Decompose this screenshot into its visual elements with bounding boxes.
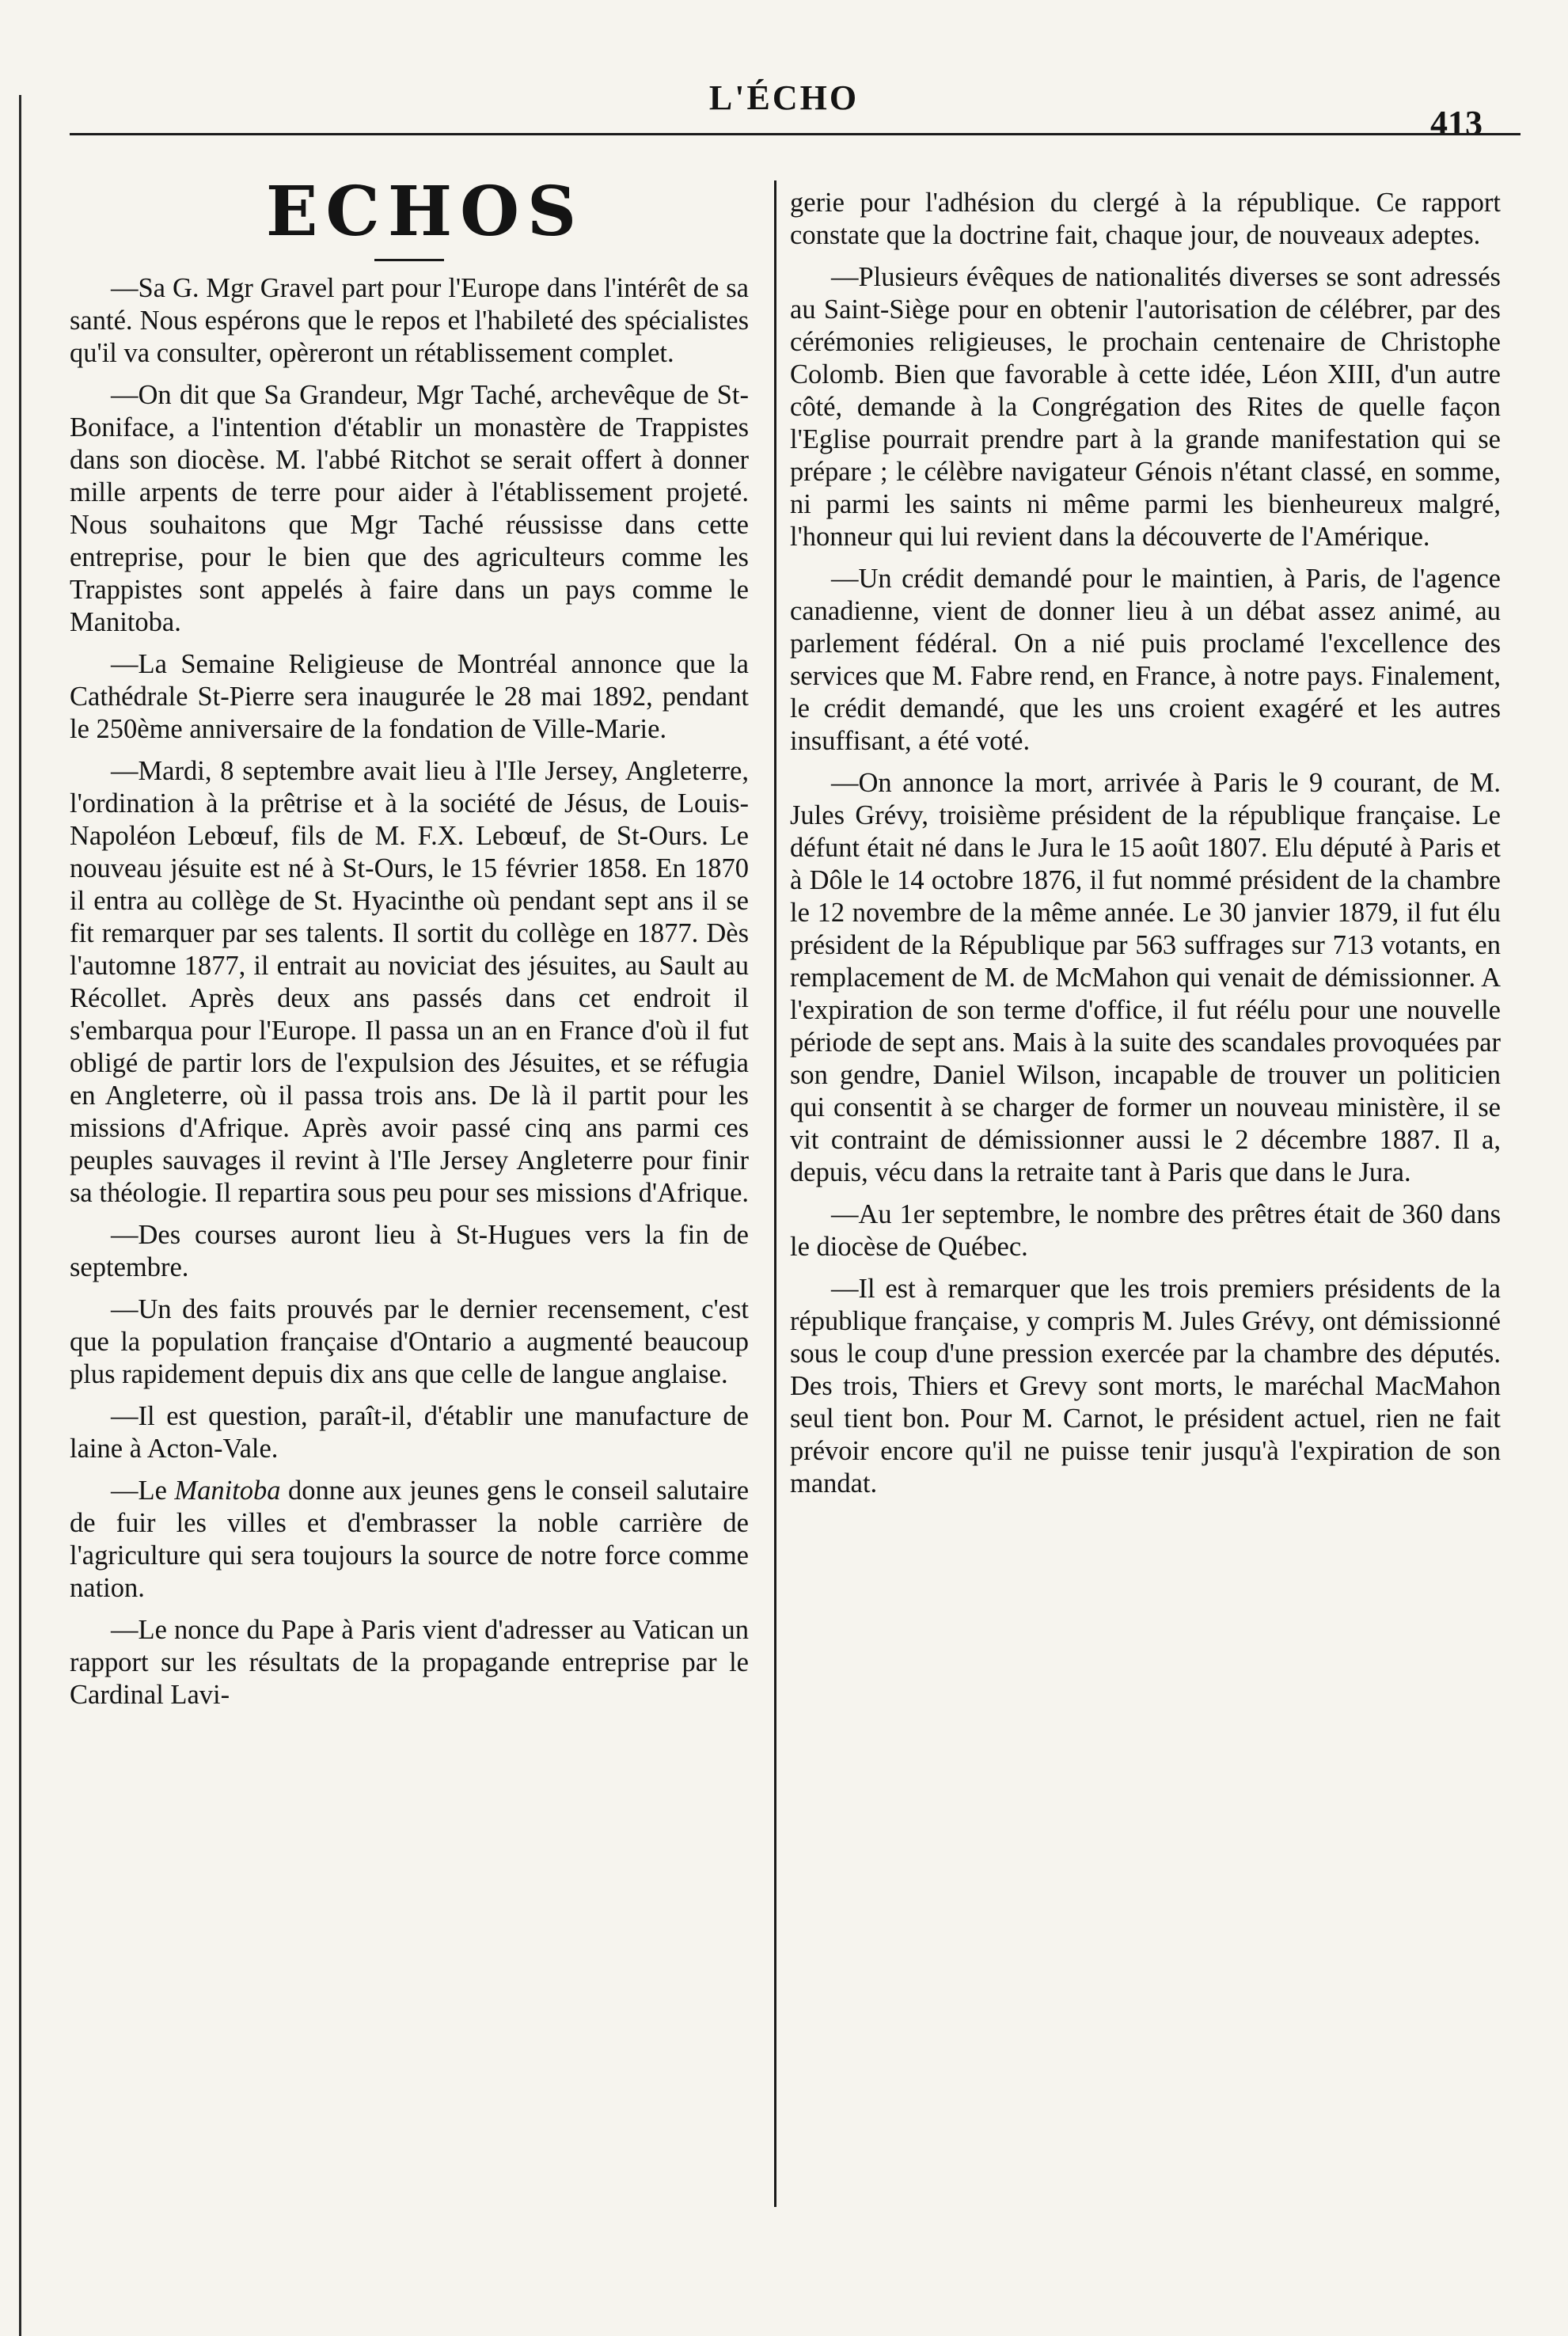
news-item-continued — [790, 187, 1501, 252]
item-dash: — — [111, 380, 139, 410]
news-item — [70, 1293, 749, 1391]
news-item — [70, 1219, 749, 1284]
running-head — [47, 63, 1521, 142]
section-title: ECHOS — [265, 172, 585, 252]
item-text: gerie pour l'adhésion du clergé à la république. Ce rapport constate que la doctrine fait, chaque jour, de nouveaux adeptes. — [790, 188, 1501, 250]
item-text: On dit que Sa Grandeur, Mgr Taché, archevêque de St-Boniface, a l'intention d'établir un monastère de Trappistes dans son diocèse. M. l'abbé Ritchot se serait offert à donner mille arpents de terre pour aider à l'établissement projeté. Nous souhaitons que Mgr Taché réussisse dans cette entreprise, pour le bien que des agriculteurs comme les Trappistes sont appelés à faire dans un pays comme le Manitoba. — [70, 380, 749, 637]
item-text: Un crédit demandé pour le maintien, à Paris, de l'agence canadienne, vient de donner lieu à un débat assez animé, au parlement fédéral. On a nié puis proclamé l'excellence des services que M. Fabre rend, en France, à notre pays. Finalement, le crédit demandé, que les uns croient exagéré et les autres insuffisant, a été voté. — [790, 564, 1501, 756]
item-text: On annonce la mort, arrivée à Paris le 9 courant, de M. Jules Grévy, troisième président de la république française. Le défunt était né dans le Jura le 15 août 1807. Elu député à Paris et à Dôle le 14 octobre 1876, il fut nommé président de la chambre le 12 novembre de la même année. Le 30 janvier 1879, il fut élu président de la République par 563 suffrages sur 713 votants, en remplacement de M. de McMahon qui venait de démissionner. A l'expiration de son terme d'office, il fut réélu pour une nouvelle période de sept ans. Mais à la suite des scandales provoquées par son gendre, Daniel Wilson, incapable de trouver un politicien qui consentit à se charger de former un nouveau ministère, il se vit contraint de démissionner aussi le 2 décembre 1887. Il a, depuis, vécu dans la retraite tant à Paris que dans le Jura. — [790, 768, 1501, 1187]
item-dash: — — [111, 1294, 139, 1324]
item-text-prefix: Le — [138, 1476, 175, 1506]
page-number: 413 — [1430, 104, 1483, 142]
item-text: La Semaine Religieuse de Montréal annonce que la Cathédrale St-Pierre sera inaugurée le 28 mai 1892, pendant le 250ème anniversaire de la fondation de Ville-Marie. — [70, 649, 749, 744]
item-dash: — — [111, 1220, 139, 1250]
header-rule — [70, 133, 1521, 135]
news-item — [790, 563, 1501, 758]
news-item — [790, 1273, 1501, 1500]
news-item — [70, 1400, 749, 1465]
right-column — [790, 187, 1501, 1510]
item-text: Un des faits prouvés par le dernier recensement, c'est que la population française d'Ontario a augmenté beaucoup plus rapidement depuis dix ans que celle de langue anglaise. — [70, 1294, 749, 1389]
left-column — [70, 172, 750, 1721]
item-text: Plusieurs évêques de nationalités diverses se sont adressés au Saint-Siège pour en obtenir l'autorisation de célébrer, par des cérémonies religieuses, le prochain centenaire de Christophe Colomb. Bien que favorable à cette idée, Léon XIII, d'un autre côté, demande à la Congrégation des Rites de quelle façon l'Eglise pourrait prendre part à la grande manifestation qui se prépare ; le célèbre navigateur Génois n'étant classé, en somme, ni parmi les saints ni même parmi les bienheureux malgré, l'honneur qui lui revient dans la découverte de l'Amérique. — [790, 262, 1501, 552]
item-dash: — — [111, 649, 139, 679]
news-item — [790, 1198, 1501, 1263]
news-item — [70, 1614, 749, 1711]
item-dash: — — [831, 1274, 859, 1304]
page-margin-rule — [19, 95, 21, 2336]
item-dash: — — [831, 768, 859, 798]
news-item — [70, 755, 749, 1210]
item-dash: — — [831, 262, 859, 292]
item-text: Mardi, 8 septembre avait lieu à l'Ile Jersey, Angleterre, l'ordination à la prêtrise et à la société de Jésus, de Louis-Napoléon Lebœuf, fils de M. F.X. Lebœuf, de St-Ours. Le nouveau jésuite est né à St-Ours, le 15 février 1858. En 1870 il entra au collège de St. Hyacinthe où pendant sept ans il se fit remarquer par ses talents. Il sortit du collège en 1877. Dès l'automne 1877, il entrait au noviciat des jésuites, au Sault au Récollet. Après deux ans passés dans cet endroit il s'embarqua pour l'Europe. Il passa un an en France d'où il fut obligé de partir lors de l'expulsion des Jésuites, et se réfugia en Angleterre, où il passa trois ans. De là il partit pour les missions d'Afrique. Après avoir passé cinq ans parmi ces peuples sauvages il revint à l'Ile Jersey Angleterre pour finir sa théologie. Il repartira sous peu pour ses missions d'Afrique. — [70, 756, 750, 1208]
item-text: Il est question, paraît-il, d'établir une manufacture de laine à Acton-Vale. — [70, 1401, 749, 1464]
title-rule — [374, 259, 444, 261]
item-dash: — — [111, 1615, 139, 1645]
item-text: Des courses auront lieu à St-Hugues vers la fin de septembre. — [70, 1220, 749, 1282]
news-item — [70, 1475, 749, 1605]
item-dash: — — [831, 564, 859, 594]
news-item — [70, 648, 749, 746]
item-dash: — — [111, 273, 139, 303]
item-dash: — — [111, 756, 139, 786]
column-separator — [774, 180, 776, 2207]
item-text: donne aux jeunes gens le conseil salutaire de fuir les villes et d'embrasser la noble carrière de l'agriculture qui sera toujours la source de notre force comme nation. — [70, 1476, 750, 1603]
item-dash: — — [831, 1199, 859, 1229]
item-text: Il est à remarquer que les trois premiers présidents de la république française, y compris M. Jules Grévy, ont démissionné sous le coup d'une pression exercée par la chambre des députés. Des trois, Thiers et Grevy sont morts, le maréchal MacMahon seul tient bon. Pour M. Carnot, le président actuel, rien ne fait prévoir encore qu'il ne puisse tenir jusqu'à l'expiration de son mandat. — [790, 1274, 1501, 1498]
item-text: Sa G. Mgr Gravel part pour l'Europe dans l'intérêt de sa santé. Nous espérons que le repos et l'habileté des spécialistes qu'il va consulter, opèreront un rétablissement complet. — [70, 273, 749, 368]
item-dash: — — [111, 1476, 139, 1506]
news-item — [70, 272, 749, 370]
item-text: Au 1er septembre, le nombre des prêtres était de 360 dans le diocèse de Québec. — [790, 1199, 1501, 1262]
item-text: Le nonce du Pape à Paris vient d'adresser au Vatican un rapport sur les résultats de la propagande entreprise par le Cardinal Lavi- — [70, 1615, 749, 1710]
journal-title: L'ÉCHO — [708, 78, 860, 117]
news-item — [70, 379, 749, 639]
news-item — [790, 261, 1501, 553]
news-item — [790, 767, 1501, 1189]
item-dash: — — [111, 1401, 139, 1431]
newspaper-name: Manitoba — [174, 1476, 281, 1506]
